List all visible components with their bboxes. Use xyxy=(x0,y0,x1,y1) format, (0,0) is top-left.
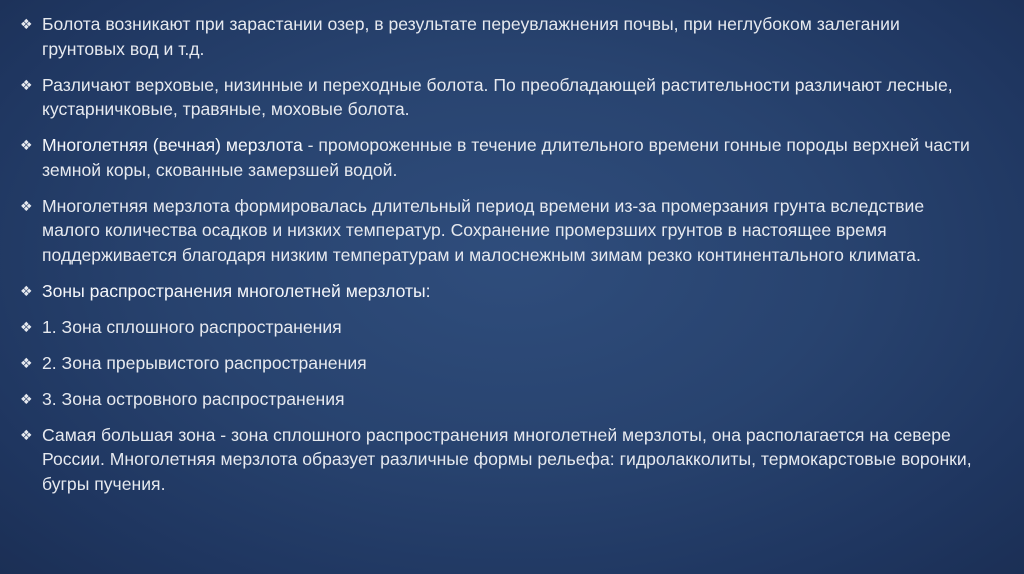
bullet-body: Различают верховые, низинные и переходные болота. По преобладающей растительности различают лесные, кустарничковые, травяные, моховые болота. xyxy=(42,74,953,119)
bullet-text xyxy=(42,315,984,340)
diamond-bullet-icon: ❖ xyxy=(20,282,33,299)
bullet-item xyxy=(20,315,984,340)
diamond-bullet-icon: ❖ xyxy=(20,354,33,371)
bullet-text xyxy=(42,194,984,268)
bullet-text xyxy=(42,133,984,182)
diamond-bullet-icon: ❖ xyxy=(20,76,33,93)
bullet-item xyxy=(20,423,984,497)
diamond-bullet-icon: ❖ xyxy=(20,197,33,214)
bullet-text xyxy=(42,73,984,122)
bullet-item xyxy=(20,73,984,122)
bullet-list xyxy=(20,12,984,496)
bullet-lead: Многолетняя (вечная) мерзлота xyxy=(42,135,303,155)
bullet-body: Болота возникают при зарастании озер, в результате переувлажнения почвы, при неглубоком залегании грунтовых вод и т.д. xyxy=(42,14,900,59)
bullet-item xyxy=(20,351,984,376)
bullet-item xyxy=(20,133,984,182)
bullet-text xyxy=(42,387,984,412)
diamond-bullet-icon: ❖ xyxy=(20,426,33,443)
diamond-bullet-icon: ❖ xyxy=(20,390,33,407)
bullet-item xyxy=(20,194,984,268)
bullet-body: 1. Зона сплошного распространения xyxy=(42,316,342,337)
diamond-bullet-icon: ❖ xyxy=(20,137,33,153)
diamond-bullet-icon: ❖ xyxy=(20,16,33,32)
bullet-item xyxy=(20,387,984,412)
bullet-text xyxy=(42,12,984,61)
bullet-item xyxy=(20,12,984,61)
bullet-body: - промороженные в течение длительного времени гонные породы верхней части земной коры, скованные замерзшей водой. xyxy=(42,135,970,180)
bullet-text xyxy=(42,351,984,376)
bullet-body: 3. Зона островного распространения xyxy=(42,388,345,409)
bullet-text xyxy=(42,423,984,497)
diamond-bullet-icon: ❖ xyxy=(20,318,33,335)
bullet-body: Многолетняя мерзлота формировалась длительный период времени из-за промерзания грунта вследствие малого количества осадков и низких температур. Сохранение промерзших грунтов в настоящее время поддерживается благодаря низким температурам и малоснежным зимам резко континентального климата. xyxy=(42,195,925,265)
bullet-body: 2. Зона прерывистого распространения xyxy=(42,352,367,373)
bullet-body: Самая большая зона - зона сплошного распространения многолетней мерзлоты, она располагается на севере России. Многолетняя мерзлота образует различные формы рельефа: гидролакколиты, термокарстовые воронки, бугры пучения. xyxy=(42,424,972,494)
bullet-text xyxy=(42,279,984,304)
bullet-item xyxy=(20,279,984,304)
bullet-lead: Зоны распространения многолетней мерзлоты: xyxy=(42,280,431,301)
